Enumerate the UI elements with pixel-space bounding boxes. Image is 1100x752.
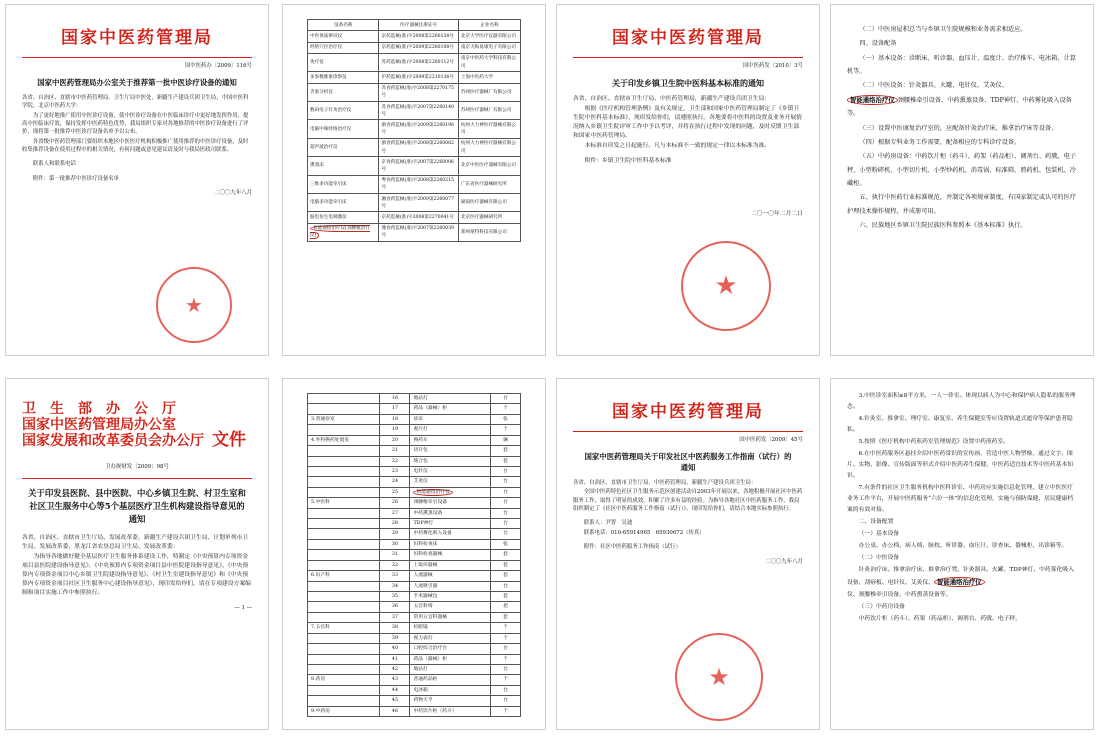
table-row	[308, 612, 521, 622]
page-4-line: （五）中药房设备：中药饮片柜（药斗）、药架（药品柜）、调剂台、药戥、电子秤、小型粉碎机、小型切片机、小型炒药机、消毒锅、标准筛、煎药机、包装机、冷藏柜。	[847, 153, 1076, 188]
page-8-line: （一）基本设备	[858, 531, 900, 537]
table-cell: 多参数脉象诊察仪	[308, 72, 379, 83]
table-cell: 妇科检查床	[410, 539, 491, 549]
page-1-contact: 联系人和联系电话	[32, 161, 76, 168]
table-row	[308, 477, 521, 487]
page-4-line: （三）设置中医康复治疗室的，应配备针灸治疗床、推拿治疗床等设备。	[859, 124, 1058, 132]
table-cell: 6.妇产科	[308, 571, 380, 581]
table-cell: 个	[491, 633, 521, 643]
table-cell: 京药监械(准)字2009第2260108号	[379, 42, 458, 53]
table-cell	[308, 560, 380, 570]
table-row	[308, 175, 521, 193]
table-header: 设备名称	[308, 20, 379, 31]
table-cell: 26	[380, 498, 410, 508]
table-cell: 套	[491, 560, 521, 570]
table-cell: 把	[491, 602, 521, 612]
page-5-para: 各省、自治区、直辖市卫生厅局、发展改革委，新疆生产建设兵团卫生局、计划单列市卫生局、发展改革委，黑龙江省农垦总局卫生局、发展改革委：	[22, 534, 249, 550]
table-cell: 苏州医疗器械厂有限公司	[458, 83, 520, 101]
table-header: 医疗器械注册证号	[379, 20, 458, 31]
page-8-line: 二、设备配置	[858, 519, 894, 525]
page-3-title: 关于印发乡镇卫生院中医科基本标准的通知	[612, 77, 764, 88]
table-row	[308, 685, 521, 695]
table-cell: 上取环器械	[410, 560, 491, 570]
table-cell	[308, 592, 380, 602]
document-page-8	[830, 378, 1094, 730]
table-cell: 药品（器械）柜	[410, 404, 491, 414]
page-8-line: 仪、颈腰椎牵引设备、中药熏蒸设备等。	[847, 592, 952, 598]
table-cell	[308, 466, 380, 476]
highlighted-device-name: 智能通络治疗仪(颈腰椎治疗仪)	[310, 226, 370, 239]
table-cell: 郑州蒙特科技有限公司	[458, 223, 520, 241]
document-page-4	[830, 4, 1094, 356]
table-cell: 艾灸仪	[410, 477, 491, 487]
page-8-line: 6.在中医药服务区悬挂介绍中医药常识的宣传画，营造中医人物塑像，通过文字、图片、实物、影像、宣传版面等形式介绍中医药养生保健、中医药适宜技术等中医药基本知识。	[847, 451, 1074, 479]
page-4-line: （一）基本设备：诊断床、听诊器、血压计、温度计、治疗推车、电冰箱、计算机等。	[847, 54, 1076, 75]
table-cell: 36	[380, 602, 410, 612]
table-cell: 京食药监械(准)字2007第2260006号	[379, 157, 458, 175]
table-cell	[308, 223, 379, 241]
page-8-line: 4.针灸室、推拿室、理疗室、康复室、养生保健室等应设置轨道式遮帘等保护患者隐私。	[847, 416, 1073, 433]
table-cell	[308, 696, 380, 706]
table-cell: 35	[380, 592, 410, 602]
page-5-red-rule	[22, 478, 252, 479]
table-cell: 京药监械(准)字2008第2270041号	[379, 212, 458, 223]
table-row	[308, 623, 521, 633]
table-cell: 46	[380, 706, 410, 716]
table-cell: 数码电子针灸治疗仪	[308, 102, 379, 120]
table-row	[308, 633, 521, 643]
table-cell: 诊床	[410, 414, 491, 424]
page-1-attachment: 附件：第一批推荐中医诊疗设备名单	[32, 175, 120, 182]
page-1-doc-number: 国中医药办〔2009〕116号	[184, 63, 252, 70]
table-cell: 台	[491, 508, 521, 518]
table-cell: 地站灯	[410, 394, 491, 404]
table-cell: 个	[491, 425, 521, 435]
page-4-line: （二）中医房屋积总当与乡镇卫生院规模和业务需求相适应。	[859, 26, 1027, 33]
table-cell: 口腔综合治疗台	[410, 644, 491, 654]
page-7-header: 国家中医药管理局	[612, 402, 764, 422]
table-row	[308, 560, 521, 570]
table-cell: 湘食药监械(准)字2009第2260077号	[379, 194, 458, 212]
table-cell	[308, 539, 380, 549]
table-cell: 沪药监械(准)字2009第2210136号	[379, 72, 458, 83]
highlighted-device-name: 智能通络治疗仪	[847, 95, 898, 105]
table-row	[308, 487, 521, 497]
table-cell	[308, 685, 380, 695]
table-row	[308, 498, 521, 508]
table-cell	[308, 602, 380, 612]
table-cell: 人流吸引器	[410, 581, 491, 591]
table-row	[308, 425, 521, 435]
table-row	[308, 529, 521, 539]
table-cell: 超声波治疗仪	[308, 138, 379, 156]
table-cell: 切开包	[410, 446, 491, 456]
table-cell: 22	[380, 456, 410, 466]
table-cell	[308, 529, 380, 539]
table-cell: 40	[380, 644, 410, 654]
table-cell: 辆	[491, 435, 521, 445]
table-cell: 电脑中频经络治疗仪	[308, 120, 379, 138]
table-cell: 检眼镜	[410, 623, 491, 633]
table-cell: 个	[491, 654, 521, 664]
table-cell: 套	[491, 456, 521, 466]
table-cell: 人流器械	[410, 571, 491, 581]
table-row	[308, 194, 521, 212]
table-cell: 上海中医药大学	[458, 72, 520, 83]
table-cell: 豫食药监械(准)字2007第2260039号	[379, 223, 458, 241]
table-cell: 套	[491, 550, 521, 560]
table-cell: 换药车	[410, 435, 491, 445]
page-5-header: 卫 生 部 办 公 厅 国家中医药管理局办公室 国家发展和改革委员会办公厅 文件	[22, 401, 246, 450]
page-8-line: （三）中药房设备	[858, 604, 905, 610]
table-cell: 个	[491, 675, 521, 685]
table-cell: 43	[380, 675, 410, 685]
page-7-red-rule	[573, 431, 803, 432]
table-cell: 杭州大力神医疗器械有限公司	[458, 120, 520, 138]
document-page-7	[556, 378, 820, 730]
table-row	[308, 138, 521, 156]
table-cell: 7.五官科	[308, 623, 380, 633]
page-5-doc-number: 卫办规财发〔2009〕98号	[105, 464, 169, 471]
table-cell: 个	[491, 404, 521, 414]
table-cell: 常用五官科器械	[410, 612, 491, 622]
table-cell: 南京天纵易康电子有限公司	[458, 42, 520, 53]
table-cell: 浙食药监械(准)字2008第2260082号	[379, 138, 458, 156]
table-cell: 34	[380, 581, 410, 591]
page-1-para: 各省级中医药管理部门要组织本地区中医医疗机构积极推广使用推荐的中医诊疗设备，及时收集推荐设备在使用过程中的相关情况，有何问题或意见建议请及时与我局医政司联系。	[22, 138, 249, 154]
page-3-para: 各省、自治区、直辖市卫生厅局、中医药管理局，新疆生产建设兵团卫生局：	[573, 95, 771, 102]
table-cell: 台	[491, 394, 521, 404]
table-row	[308, 466, 521, 476]
table-cell: 32	[380, 560, 410, 570]
table-cell: 北京大学医疗仪器有限公司	[458, 31, 520, 42]
table-cell: 台	[491, 644, 521, 654]
table-cell	[308, 477, 380, 487]
table-cell: 29	[380, 529, 410, 539]
table-cell: 台	[491, 519, 521, 529]
table-cell: 套	[491, 612, 521, 622]
table-cell: 9.中药房	[308, 706, 380, 716]
page-4-line: （四）根据专科业务工作需要，配备相应的专科诊疗设备。	[859, 139, 1021, 147]
page-5-para: 为指导各地做好健全基层医疗卫生服务体系建设工作，特制定《中央预算内专项资金项目县医院建设指导意见》、《中央预算内专项资金项目县中医院建设指导意见》、《中央预算内专项资金项目中心乡镇卫生院建设指导意见》、《村卫生室建设指导意见》和《中央预算内专项资金项目社区卫生服务中心建设指导意见》，现印发给你们，请在专项建设方案编制和项目实施工作中参照执行。	[22, 553, 251, 596]
table-cell: 21	[380, 446, 410, 456]
official-seal-icon: ★	[156, 267, 232, 343]
page-4-line: 六、民族地区乡镇卫生院民族医科参照本《基本标准》执行。	[859, 222, 1027, 230]
table-row	[308, 602, 521, 612]
table-cell	[308, 425, 380, 435]
page-3-para: 根据《医疗机构管理条例》及有关规定，卫生部和国家中医药管理局制定了《乡镇卫生院中医科基本标准》，现印发给你们，请遵照执行。各地要将中医科的设置及业务开展情况纳入乡镇卫生院评审工作中予以考评，并将在执行过程中发现的问题，及时反馈卫生部和国家中医药管理局。	[573, 105, 802, 139]
table-row	[308, 31, 521, 42]
document-page-5	[5, 378, 269, 730]
page-7-doc-number: 国中医药发〔2009〕45号	[739, 437, 803, 444]
table-cell	[308, 644, 380, 654]
table-row	[308, 435, 521, 445]
page-7-title: 国家中医药管理局关于印发社区中医药服务工作指南（试行）的通知	[584, 451, 792, 472]
table-cell: 经络穴位治疗仪	[308, 42, 379, 53]
table-cell: 妇科检查器械	[410, 550, 491, 560]
table-cell: 脑电仿生电刺激仪	[308, 212, 379, 223]
table-row	[308, 539, 521, 549]
table-cell: 台	[491, 581, 521, 591]
table-cell: 苏州医疗器械厂有限公司	[458, 102, 520, 120]
table-cell: 42	[380, 664, 410, 674]
page-8-line: 中药饮片柜（药斗）、药架（药品柜）、调剂台、药戥、电子秤。	[858, 616, 1021, 622]
table-row	[308, 581, 521, 591]
page-5-page-number: — 1 —	[234, 604, 252, 611]
table-cell: 药物天平	[410, 696, 491, 706]
table-cell	[308, 633, 380, 643]
table-cell: 4.外科换药处置室	[308, 435, 380, 445]
table-cell	[308, 664, 380, 674]
page-4-line: （二）中医设备：针灸器具、火罐、电针仪、艾灸仪、	[859, 82, 1008, 90]
table-cell: 16	[380, 394, 410, 404]
page-1-title: 国家中医药管理局办公室关于推荐第一批中医诊疗设备的通知	[37, 77, 237, 87]
table-cell: 视力表灯	[410, 633, 491, 643]
page-7-attachment: 附件：社区中医药服务工作指南（试行）	[583, 544, 681, 551]
table-row	[308, 456, 521, 466]
table-cell: 普通药品柜	[410, 675, 491, 685]
table-cell: 台	[491, 529, 521, 539]
table-cell	[308, 519, 380, 529]
table-cell: 个	[491, 623, 521, 633]
table-row	[308, 53, 521, 71]
table-row	[308, 414, 521, 424]
table-cell: 台	[491, 487, 521, 497]
table-cell: 20	[380, 435, 410, 445]
table-row	[308, 42, 521, 53]
table-cell: 中医体质辨识仪	[308, 31, 379, 42]
table-cell: 套	[491, 571, 521, 581]
table-cell: 颈腰椎牵引设备	[410, 498, 491, 508]
table-row	[308, 157, 521, 175]
page-4-line: 智能通络治疗仪 颈腰椎牵引设备、中药熏蒸设备、TDP神灯、中药雾化吸入设备等。	[847, 95, 1072, 118]
page-1-header: 国家中医药管理局	[61, 28, 213, 48]
table-cell: 灸疗仪	[308, 53, 379, 71]
table-cell: 台	[491, 466, 521, 476]
table-cell: 套	[491, 592, 521, 602]
table-row	[308, 212, 521, 223]
page-3-date: 二〇一〇年二月二日	[750, 210, 803, 217]
table-cell: 广东省医疗器械研究所	[458, 175, 520, 193]
document-page-6	[282, 378, 546, 730]
table-cell: 观片灯	[410, 425, 491, 435]
table-row	[308, 508, 521, 518]
page-7-date: 二〇〇九年八月	[765, 558, 803, 565]
page-4-line: 四、设备配备	[859, 40, 897, 48]
table-row	[308, 644, 521, 654]
table-row	[308, 223, 521, 241]
table-row	[308, 120, 521, 138]
table-cell	[410, 487, 491, 497]
highlighted-device-name: 智能通络治疗仪	[934, 577, 985, 587]
table-cell: 31	[380, 550, 410, 560]
table-cell: 南京中医药大学科技有限公司	[458, 53, 520, 71]
table-cell: 电冰箱	[410, 685, 491, 695]
table-cell: 28	[380, 519, 410, 529]
table-cell: 5.中医科	[308, 498, 380, 508]
document-page-3	[556, 4, 820, 356]
highlighted-device-name: 智能通络治疗仪	[413, 489, 453, 496]
page-1-date: 二〇〇九年八月	[214, 190, 252, 197]
page-8-line: 5.按照《医疗机构中药煎药室管理规范》设置中药煎药室。	[858, 439, 1010, 445]
table-cell	[308, 508, 380, 518]
table-cell	[308, 581, 380, 591]
page-7-phone: 联系电话：010-65914965 65930672（传真）	[583, 529, 705, 536]
page-3-header: 国家中医药管理局	[612, 28, 764, 48]
equipment-list-table	[307, 393, 521, 717]
table-row	[308, 519, 521, 529]
table-cell: 五官科椅	[410, 602, 491, 612]
table-cell: 中药熏蒸设备	[410, 508, 491, 518]
table-row	[308, 83, 521, 101]
table-cell: 北京医疗器械研究所	[458, 212, 520, 223]
table-cell: 41	[380, 654, 410, 664]
table-cell: 张	[491, 539, 521, 549]
table-cell: 浙食药监械(准)字2009第2260196号	[379, 120, 458, 138]
page-4-line: 五、执行中医药行业标准规范，并制定各项规章制度，有国家制定或认可的医疗护理技术操作规程，并成册可用。	[847, 194, 1076, 215]
table-cell: 27	[380, 508, 410, 518]
table-row	[308, 706, 521, 716]
table-cell	[308, 456, 380, 466]
table-cell: 粤食药监械(准)字2008第2260215号	[379, 175, 458, 193]
table-cell: 39	[380, 633, 410, 643]
official-seal-icon: ★	[681, 241, 771, 331]
table-cell: 台	[491, 696, 521, 706]
table-cell: 45	[380, 696, 410, 706]
equipment-table	[307, 19, 521, 242]
table-cell: 25	[380, 487, 410, 497]
page-1-para: 为了更好地推广使用中医诊疗设备，使中医诊疗设备在中医临床诊疗中更好地发挥作用，提高中医临床疗效，保持发挥中医药特色优势，我局组织专家对各地推荐的中医诊疗设备进行了评价，现将第一批推荐中医诊疗设备名单予以公布。	[22, 112, 249, 136]
table-row	[308, 550, 521, 560]
table-cell: 18	[380, 414, 410, 424]
page-5-title: 关于印发县医院、县中医院、中心乡镇卫生院、村卫生室和社区卫生服务中心等5个基层医疗卫生机构建设指导意见的通知	[28, 487, 246, 524]
table-cell: 台	[491, 685, 521, 695]
page-5-wenjian: 文件	[212, 430, 246, 450]
page-3-doc-number: 国中医药发〔2010〕3号	[742, 63, 803, 70]
table-cell: 23	[380, 466, 410, 476]
table-header: 企业名称	[458, 20, 520, 31]
table-cell	[308, 612, 380, 622]
page-1-red-rule	[22, 57, 252, 58]
page-8-line: 7.有条件的社区卫生服务机构中医科诊室、中药房应实施信息化管理，建立中医医疗业务工作平台，开展中医药服务“六位一体”的信息化管理，实施与预防保健、居民健康档案的有效对接。	[847, 485, 1074, 513]
table-cell: 京药监械(准)字2008第2260138号	[379, 31, 458, 42]
page-8-line: 3.中医诊室面积≥8平方米，一人一诊室。体现以病人为中心和保护病人隐私的服务理念。	[847, 393, 1076, 410]
table-cell	[308, 487, 380, 497]
table-cell: 8.药房	[308, 675, 380, 685]
page-3-para: 本标准自印发之日起施行。凡与本标准不一致的规定一律以本标准为准。	[584, 142, 771, 149]
table-cell	[308, 446, 380, 456]
page-3-attachment: 附件：乡镇卫生院中医科基本标准	[584, 157, 672, 164]
table-cell: TDP神灯	[410, 519, 491, 529]
table-cell: 17	[380, 404, 410, 414]
table-cell: 38	[380, 623, 410, 633]
table-cell: 30	[380, 539, 410, 549]
table-row	[308, 664, 521, 674]
table-cell: 熏蒸床	[308, 157, 379, 175]
table-cell: 3.普通诊室	[308, 414, 380, 424]
page-8-line: 办公桌、办公椅、病人椅、脉枕、听诊器、血压计、诊查床、器械柜、出诊箱等。	[858, 543, 1068, 549]
table-cell: 三维多功能牵引床	[308, 175, 379, 193]
table-cell: 舌象分析仪	[308, 83, 379, 101]
document-page-2	[282, 4, 546, 356]
table-cell: 37	[380, 612, 410, 622]
table-cell: 台	[491, 498, 521, 508]
table-cell: 个	[491, 706, 521, 716]
table-cell: 杭州大力神医疗器械有限公司	[458, 138, 520, 156]
table-cell: 33	[380, 571, 410, 581]
table-cell: 张	[491, 414, 521, 424]
page-8-line: 针灸治疗床、推拿治疗床、推拿治疗凳、针灸器具、火罐、TDP神灯、中药雾化吸入设备、刮痧板、电针仪、艾灸仪、 智能通络治疗仪	[847, 567, 1074, 586]
table-cell: 电脑多功能牵引床	[308, 194, 379, 212]
table-cell: 台	[491, 477, 521, 487]
table-cell: 24	[380, 477, 410, 487]
page-1-para: 各省、自治区、直辖市中医药管理局、卫生厅局中医处，新疆生产建设兵团卫生局，中国中医科学院，北京中医药大学：	[22, 94, 249, 110]
page-7-contact: 联系人：尹智 吴迪	[583, 520, 633, 527]
table-cell: 套	[491, 446, 521, 456]
table-cell: 苏食药监械(准)字2007第2260140号	[379, 102, 458, 120]
table-cell: 中药雾化吸入设备	[410, 529, 491, 539]
page-8-line: （二）中医设备	[858, 555, 900, 561]
table-cell: 缝合包	[410, 456, 491, 466]
table-row	[308, 592, 521, 602]
table-cell: 电针仪	[410, 466, 491, 476]
table-row	[308, 404, 521, 414]
table-cell	[308, 654, 380, 664]
table-row	[308, 446, 521, 456]
table-cell: 中药饮片柜（药斗）	[410, 706, 491, 716]
official-seal-icon: ★	[675, 633, 763, 721]
table-cell: 苏药监械(准)字2008第2260112号	[379, 53, 458, 71]
table-cell: 手术器械包	[410, 592, 491, 602]
table-row	[308, 571, 521, 581]
table-cell: 苏食药监械(准)字2008第2270175号	[379, 83, 458, 101]
table-row	[308, 102, 521, 120]
table-cell: 地站灯	[410, 664, 491, 674]
page-7-para: 全国中医药特色社区卫生服务示范区创建活动自2003年开展以来，各地积极开展社区中医药服务工作，取得了明显的成效，积累了许多有益的经验。为指导各地社区中医药服务工作，我局组织制定了《社区中医药服务工作指南（试行）》，现印发给你们，请结合本地实际参照执行。	[573, 489, 803, 513]
table-cell	[308, 550, 380, 560]
table-cell: 湖南医疗器械有限公司	[458, 194, 520, 212]
table-row	[308, 72, 521, 83]
table-row	[308, 394, 521, 404]
table-row	[308, 654, 521, 664]
table-cell: 44	[380, 685, 410, 695]
table-cell	[308, 404, 380, 414]
table-row	[308, 675, 521, 685]
table-cell: 19	[380, 425, 410, 435]
page-3-red-rule	[573, 57, 803, 58]
table-cell: 北京中医医疗器械有限公司	[458, 157, 520, 175]
page-7-para: 各省、自治区、直辖市卫生厅局、中医药管理局，新疆生产建设兵团卫生局：	[573, 479, 757, 486]
document-page-1	[5, 4, 269, 356]
table-cell: 台	[491, 664, 521, 674]
table-row	[308, 696, 521, 706]
table-cell: 药品（器械）柜	[410, 654, 491, 664]
table-cell	[308, 394, 380, 404]
